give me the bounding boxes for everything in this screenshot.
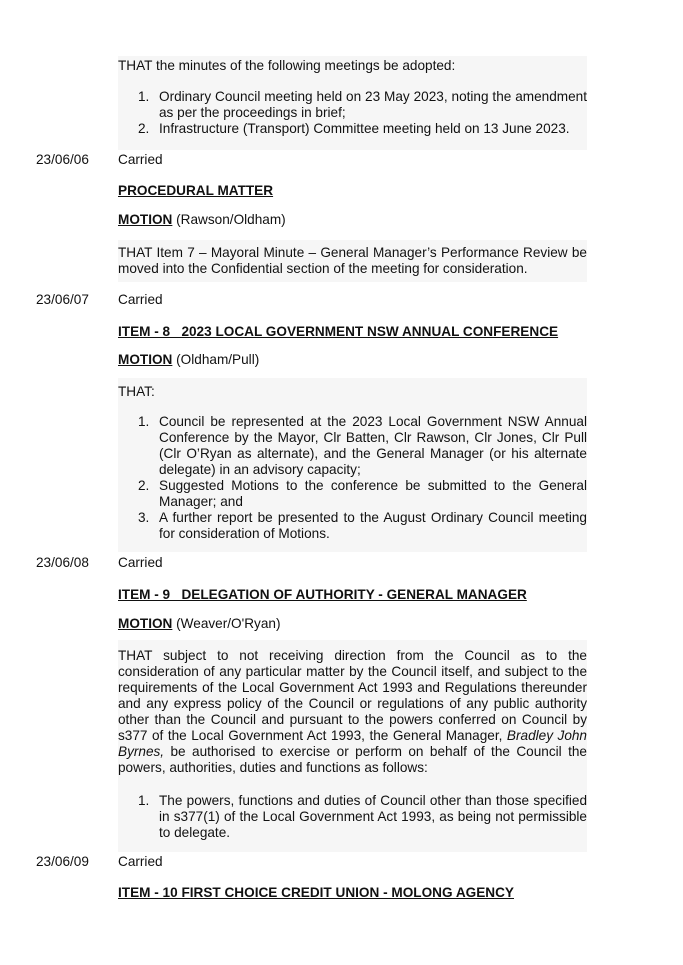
motion-text: THAT subject to not receiving direction from the Council as to the consideration of any particular matter by the Council itself, and subject to the requirements of the Local Government Act 1993 and Regulations thereunder and any express policy of the Council or regulations of any public authority other than the Council and pursuant to the powers conferred on Council by s377 of the Local Government Act 1993, the General Manager, Bradley John Byrnes, be authorised to exercise or perform on behalf of the Council the powers, authorities, duties and functions as follows: (118, 648, 587, 775)
resolution-number: 23/06/07 (36, 292, 89, 307)
resolution-result: Carried (118, 292, 163, 307)
motion-line (118, 212, 587, 228)
motion-line (118, 616, 587, 632)
conference-list (118, 414, 587, 542)
motion-movers: (Rawson/Oldham) (172, 212, 286, 227)
minutes-intro: THAT the minutes of the following meetings be adopted: (118, 58, 456, 73)
section-heading: ITEM - 8 2023 LOCAL GOVERNMENT NSW ANNUAL CONFERENCE (118, 324, 559, 339)
minutes-adoption-section (118, 56, 587, 150)
resolution-number: 23/06/06 (36, 152, 89, 167)
list-item: 3. A further report be presented to the August Ordinary Council meeting for consideration of Motions. (138, 510, 587, 541)
resolution-number: 23/06/09 (36, 854, 89, 869)
section-heading: ITEM - 10 FIRST CHOICE CREDIT UNION - MOLONG AGENCY (118, 885, 514, 900)
motion-movers: (Oldham/Pull) (172, 352, 260, 367)
resolution-result: Carried (118, 854, 163, 869)
list-item: 1. The powers, functions and duties of Council other than those specified in s377(1) of the Local Government Act 1993, as being not permissible to delegate. (138, 793, 587, 840)
motion-label: MOTION (118, 616, 173, 631)
section-heading: ITEM - 9 DELEGATION OF AUTHORITY - GENERAL MANAGER (118, 587, 527, 602)
motion-label: MOTION (118, 352, 173, 367)
list-item: 1. Ordinary Council meeting held on 23 May 2023, noting the amendment as per the proceedings in brief; (138, 89, 587, 120)
list-item: 1. Council be represented at the 2023 Local Government NSW Annual Conference by the Mayor, Clr Batten, Clr Rawson, Clr Jones, Clr Pull (Clr O’Ryan as alternate), and the General Manager (or his alternate delegate) in an advisory capacity; (138, 414, 587, 477)
resolution-result: Carried (118, 152, 163, 167)
motion-label: MOTION (118, 212, 173, 227)
list-item: 2. Infrastructure (Transport) Committee meeting held on 13 June 2023. (138, 121, 570, 136)
conference-motion-text (118, 378, 587, 552)
resolution-result: Carried (118, 555, 163, 570)
motion-movers: (Weaver/O'Ryan) (172, 616, 281, 631)
resolution-number: 23/06/08 (36, 555, 89, 570)
procedural-motion-text (118, 240, 587, 282)
delegation-motion-text (118, 640, 587, 852)
motion-line (118, 352, 587, 368)
section-heading: PROCEDURAL MATTER (118, 183, 274, 198)
list-item: 2. Suggested Motions to the conference be submitted to the General Manager; and (138, 478, 587, 509)
delegation-list (118, 793, 587, 841)
motion-intro: THAT: (118, 384, 155, 399)
minutes-list (118, 89, 587, 137)
general-manager-name: Bradley John Byrnes, (118, 728, 587, 759)
motion-text: THAT Item 7 – Mayoral Minute – General Manager’s Performance Review be moved into the Confidential section of the meeting for consideration. (118, 245, 587, 276)
